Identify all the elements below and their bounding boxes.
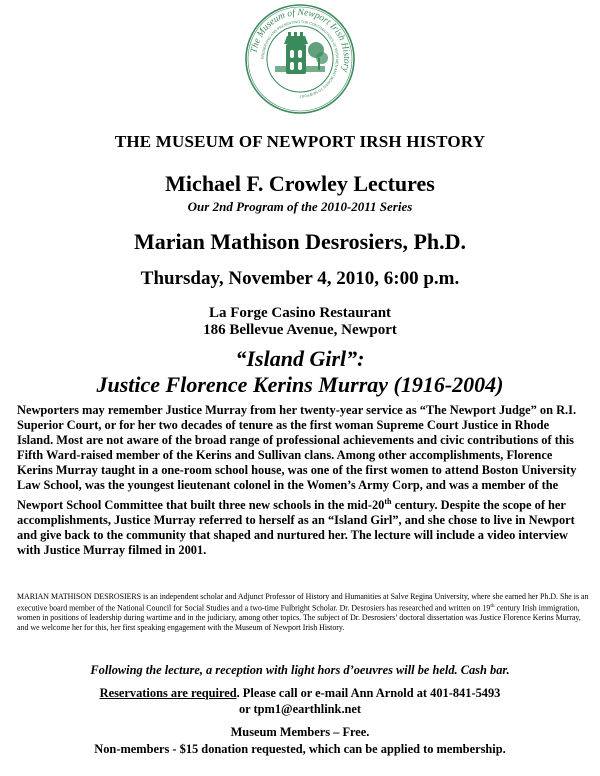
bio-part2: century Irish immigration, women in positions of leadership during wartime and in the judiciary, among other topics. The subject of Dr. Desrosiers’ doctoral dissertation was Justice Florence Kerins Murray, and we welcome her for this, her first speaking engagement with the Museum of Newport Irish History. xyxy=(17,603,581,632)
event-datetime: Thursday, November 4, 2010, 6:00 p.m. xyxy=(140,268,460,289)
members-price: Museum Members – Free. xyxy=(230,725,370,739)
reception-note: Following the lecture, a reception with light hors d’oeuvres will be held. Cash bar. xyxy=(90,663,510,677)
bio-part1: MARIAN MATHISON DESROSIERS is an independent scholar and Adjunct Professor of History and Humanities at Salve Regina University, where she earned her Ph.D. She is an executive board member of the National Council for Social Studies and a two-time Fulbright Scholar. Dr. Desrosiers has researched and written on 19 xyxy=(17,592,589,613)
logo-ring-subtext: PRESERVING AND PRESENTING THE CONTRIBUTIONS OF IRISH MEN AND WOMEN TO NEWPORT xyxy=(260,19,340,99)
bio-superscript: th xyxy=(490,602,495,609)
reservations-required: Reservations are required xyxy=(99,686,237,700)
venue-address: 186 Bellevue Avenue, Newport xyxy=(203,322,397,338)
lecture-description xyxy=(17,403,585,558)
venue-name: La Forge Casino Restaurant xyxy=(208,305,392,321)
lecture-title-line2: Justice Florence Kerins Murray (1916-2004) xyxy=(96,372,504,397)
reservations-contact: . Please call or e-mail Ann Arnold at 401-841-5493 xyxy=(236,686,501,700)
description-superscript: th xyxy=(384,496,392,506)
description-part2: century. Despite the scope of her accomplishments, Justice Murray referred to herself as an “Island Girl”, and she chose to live in Newport and give back to the community that shaped and nurtured her. The lecture will include a video interview with Justice Murray filmed in 2001. xyxy=(17,497,575,557)
nonmembers-price: Non-members - $15 donation requested, which can be applied to membership. xyxy=(94,742,506,756)
speaker-bio xyxy=(17,592,589,632)
museum-heading: THE MUSEUM OF NEWPORT IRSH HISTORY xyxy=(114,132,486,151)
museum-seal-logo xyxy=(230,2,370,116)
program-subtitle: Our 2nd Program of the 2010-2011 Series xyxy=(187,199,413,214)
reservations-line xyxy=(0,686,600,701)
logo-ring-text: The Museum of Newport Irish History xyxy=(249,7,352,73)
contact-email: or tpm1@earthlink.net xyxy=(238,702,362,716)
lecture-title-line1: “Island Girl”: xyxy=(235,346,365,371)
description-part1: Newporters may remember Justice Murray from her twenty-year service as “The Newport Judge” on R.I. Superior Court, or for her two decades of tenure as the first woman Supreme Court Justice in Rhode Island. Most are not aware of the broad range of professional achievements and civic contributions of this Fifth Ward-raised member of the Kerins and Sullivan clans. Among other accomplishments, Florence Kerins Murray taught in a one-room school house, was one of the first women to attend Boston University Law School, was the youngest lieutenant colonel in the Women’s Army Corp, and was a member of the Newport School Committee that built three new schools in the mid-20 xyxy=(17,403,577,512)
speaker-name: Marian Mathison Desrosiers, Ph.D. xyxy=(133,229,467,254)
lecture-series-title: Michael F. Crowley Lectures xyxy=(165,171,435,196)
